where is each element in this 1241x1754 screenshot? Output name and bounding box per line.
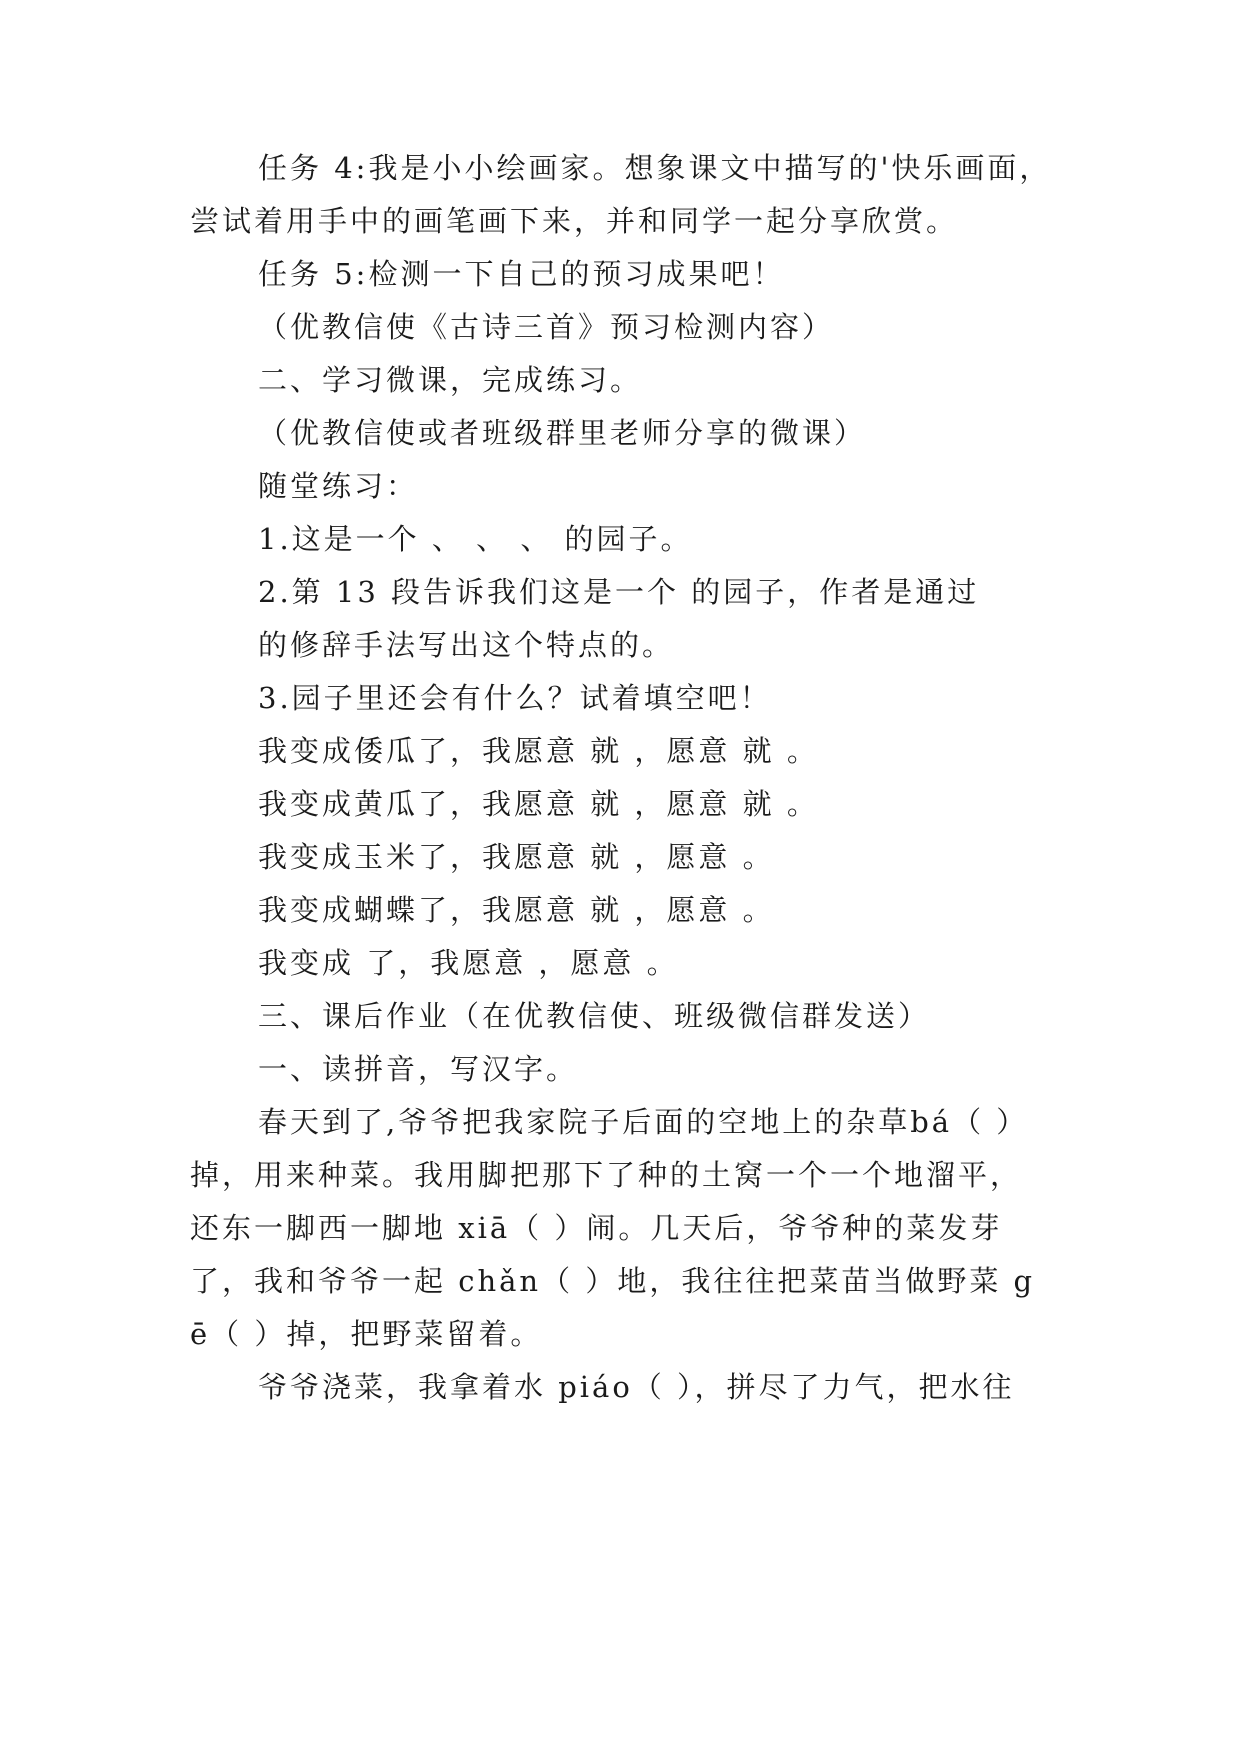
paragraph-note-1: （优教信使《古诗三首》预习检测内容） (258, 310, 835, 344)
pinyin-task-heading: 一、读拼音，写汉字。 (258, 1052, 579, 1086)
paragraph-task4: 任务 4:我是小小绘画家。想象课文中描写的'快乐画面， (258, 151, 1052, 185)
paragraph-task5: 任务 5:检测一下自己的预习成果吧！ (258, 257, 785, 291)
fill-blank-line-3: 我变成玉米了，我愿意 就 ，愿意 。 (258, 840, 775, 874)
paragraph-task4-cont: 尝试着用手中的画笔画下来，并和同学一起分享欣赏。 (190, 204, 959, 238)
paragraph-note-2: （优教信使或者班级群里老师分享的微课） (258, 416, 867, 450)
pinyin-paragraph-1-line-4: 了，我和爷爷一起 chǎn（ ）地，我往往把菜苗当做野菜 g (190, 1264, 1036, 1298)
pinyin-paragraph-1: 春天到了,爷爷把我家院子后面的空地上的杂草bá（ ） (258, 1105, 1029, 1139)
pinyin-paragraph-2: 爷爷浇菜，我拿着水 piáo（ ），拼尽了力气，把水往 (258, 1370, 1015, 1404)
exercise-item-3: 3.园子里还会有什么？试着填空吧！ (258, 681, 772, 715)
section-heading-2: 二、学习微课，完成练习。 (258, 363, 643, 397)
exercise-item-1: 1.这是一个 、 、 、 的园子。 (258, 522, 693, 556)
fill-blank-line-5: 我变成 了，我愿意 ，愿意 。 (258, 946, 679, 980)
fill-blank-line-4: 我变成蝴蝶了，我愿意 就 ，愿意 。 (258, 893, 775, 927)
section-heading-3: 三、课后作业（在优教信使、班级微信群发送） (258, 999, 931, 1033)
pinyin-paragraph-1-line-5: ē（ ）掉，把野菜留着。 (190, 1317, 543, 1351)
pinyin-paragraph-1-line-2: 掉，用来种菜。我用脚把那下了种的土窝一个一个地溜平， (190, 1158, 1023, 1192)
exercise-item-2: 2.第 13 段告诉我们这是一个 的园子，作者是通过 (258, 575, 980, 609)
exercise-heading: 随堂练习： (258, 469, 419, 503)
fill-blank-line-2: 我变成黄瓜了，我愿意 就 ，愿意 就 。 (258, 787, 819, 821)
pinyin-paragraph-1-line-3: 还东一脚西一脚地 xiā（ ）闹。几天后，爷爷种的菜发芽 (190, 1211, 1003, 1245)
exercise-item-2-cont: 的修辞手法写出这个特点的。 (258, 628, 675, 662)
fill-blank-line-1: 我变成倭瓜了，我愿意 就 ，愿意 就 。 (258, 734, 819, 768)
